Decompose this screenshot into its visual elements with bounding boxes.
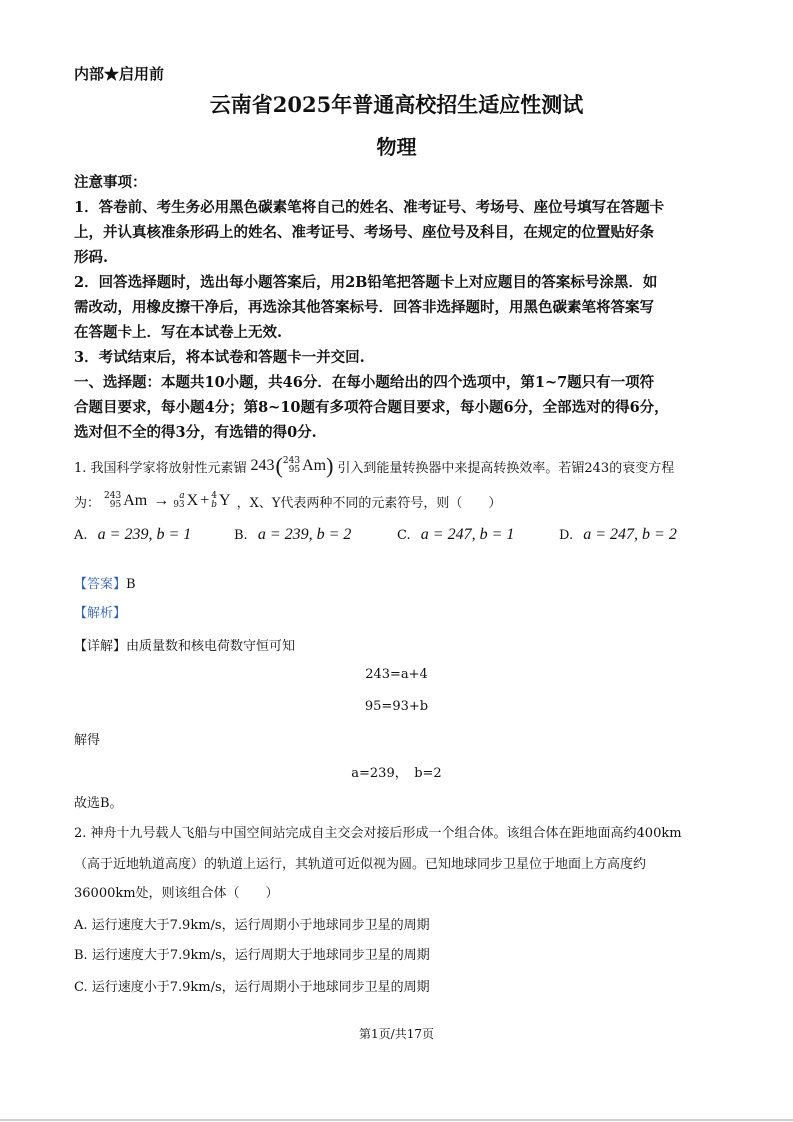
answer-line bbox=[74, 573, 136, 592]
page-bottom-rule bbox=[0, 1119, 793, 1121]
q1-nuclide-mass-charge: 243 95 bbox=[282, 456, 301, 475]
q1-stem-line-1: 1. 我国科学家将放射性元素镅 243 ( 243 95 Am ) 引入到能量转换器中来提高转换效率。若镅243的衰变方程 bbox=[74, 453, 675, 478]
note-1-line-3: 形码. bbox=[74, 249, 109, 266]
q1-eq-arrow: → bbox=[153, 492, 170, 509]
answer-value: B bbox=[126, 577, 136, 592]
analysis-label: 【解析】 bbox=[74, 606, 127, 621]
note-2-line-1: 2．回答选择题时，选出每小题答案后，用2B铅笔把答题卡上对应题目的答案标号涂黑．如 bbox=[74, 274, 658, 291]
q2-option-a: A. 运行速度大于7.9km/s，运行周期小于地球同步卫星的周期 bbox=[74, 918, 430, 933]
confidential-label: 内部★启用前 bbox=[74, 65, 165, 83]
page-number: 第1页/共17页 bbox=[359, 1027, 434, 1041]
notes-heading: 注意事项： bbox=[74, 174, 147, 191]
equation-mass-number: 243=a+4 bbox=[365, 667, 428, 682]
answer-label: 【答案】 bbox=[74, 577, 127, 592]
solve-label: 解得 bbox=[74, 733, 101, 748]
exam-title: 云南省2025年普通高校招生适应性测试 bbox=[209, 92, 584, 117]
note-2-line-3: 在答题卡上．写在本试卷上无效. bbox=[74, 324, 283, 341]
q2-option-c: C. 运行速度小于7.9km/s，运行周期小于地球同步卫星的周期 bbox=[74, 980, 430, 995]
q1-option-c: C. a = 247, b = 1 bbox=[397, 526, 515, 543]
note-3: 3．考试结束后，将本试卷和答题卡一并交回. bbox=[74, 349, 365, 366]
equation-charge-number: 95=93+b bbox=[364, 699, 429, 714]
q2-stem-line-3: 36000km处，则该组合体（ ） bbox=[74, 886, 279, 901]
q1-eq-x-mass-charge: a 93 bbox=[173, 491, 185, 510]
q1-eq-plus: + bbox=[200, 492, 210, 509]
subject-title: 物理 bbox=[376, 135, 417, 159]
section1-line-3: 选对但不全的得3分，有选错的得0分. bbox=[74, 424, 317, 441]
q1-eq-pre: 为： bbox=[74, 495, 101, 511]
q2-stem-line-2: （高于近地轨道高度）的轨道上运行，其轨道可近似视为圆。已知地球同步卫星位于地面上方高度约 bbox=[74, 857, 647, 872]
q1-eq-y-mass-charge: 4 b bbox=[211, 491, 218, 510]
q1-eq-am-mass-charge: 243 95 bbox=[104, 491, 122, 510]
detail-label: 【详解】 bbox=[74, 639, 127, 654]
q1-nuclide-number: 243 bbox=[250, 457, 275, 474]
q2-option-b: B. 运行速度大于7.9km/s，运行周期大于地球同步卫星的周期 bbox=[74, 948, 430, 963]
note-2-line-2: 需改动，用橡皮擦干净后，再选涂其他答案标号．回答非选择题时，用黑色碳素笔将答案写 bbox=[74, 299, 654, 316]
detail-line bbox=[74, 635, 295, 654]
q1-option-a: A. a = 239, b = 1 bbox=[74, 526, 192, 543]
q1-eq-x-symbol: X bbox=[186, 492, 199, 509]
section1-line-2: 合题目要求，每小题4分；第8~10题有多项符合题目要求，每小题6分，全部选对的得6分， bbox=[74, 399, 669, 416]
q1-nuclide-symbol: Am bbox=[302, 457, 327, 474]
q1-eq-y-symbol: Y bbox=[219, 492, 231, 509]
q1-eq-post: ，X、Y代表两种不同的元素符号，则（ ） bbox=[236, 495, 502, 511]
q1-eq-am-symbol: Am bbox=[123, 492, 148, 509]
section1-line-1: 一、选择题：本题共10小题，共46分．在每小题给出的四个选项中，第1~7题只有一项符 bbox=[74, 374, 655, 391]
note-1-line-1: 1．答卷前、考生务必用黑色碳素笔将自己的姓名、准考证号、考场号、座位号填写在答题卡 bbox=[74, 199, 665, 216]
q2-stem-line-1: 2. 神舟十九号载人飞船与中国空间站完成自主交会对接后形成一个组合体。该组合体在距地面高约400km bbox=[74, 826, 682, 841]
solution-result: a=239， b=2 bbox=[351, 766, 442, 781]
q1-option-d: D. a = 247, b = 2 bbox=[559, 526, 677, 543]
q1-option-b: B. a = 239, b = 2 bbox=[234, 526, 352, 543]
q1-stem-pre: 1. 我国科学家将放射性元素镅 bbox=[74, 460, 247, 476]
detail-text: 由质量数和核电荷数守恒可知 bbox=[126, 639, 296, 654]
q1-decay-equation-line bbox=[74, 488, 501, 514]
q1-stem-post: 引入到能量转换器中来提高转换效率。若镅243的衰变方程 bbox=[337, 460, 675, 476]
note-1-line-2: 上，并认真核准条形码上的姓名、准考证号、考场号、座位号及科目，在规定的位置贴好条 bbox=[74, 224, 654, 241]
conclusion: 故选B。 bbox=[74, 796, 123, 811]
